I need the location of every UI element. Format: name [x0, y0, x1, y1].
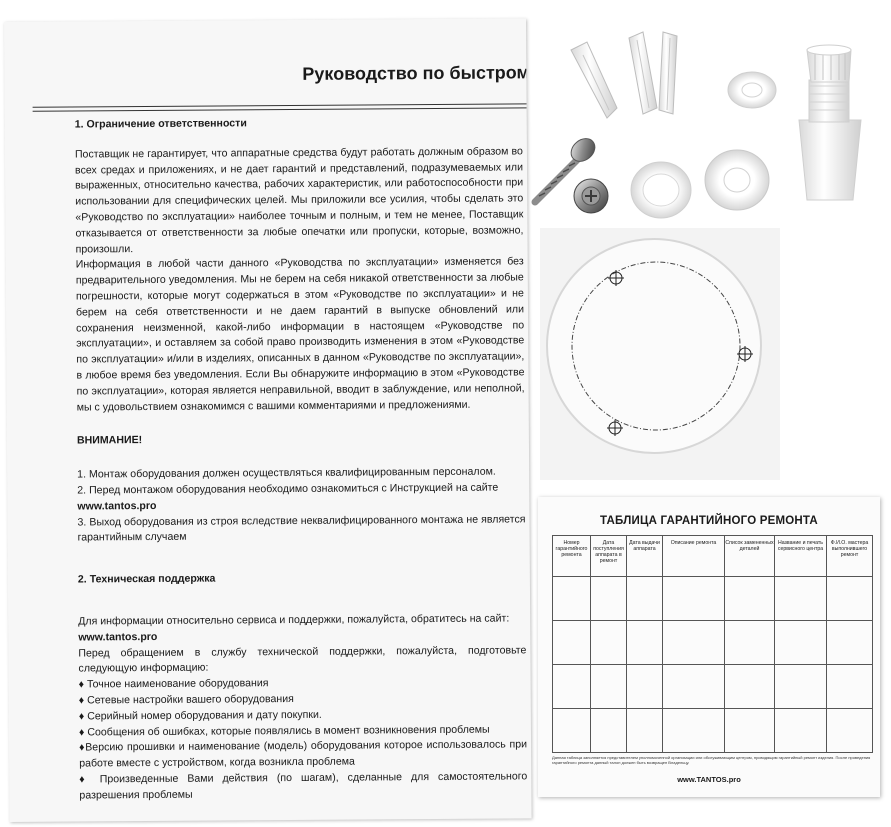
attention-item-2: 2. Перед монтажом оборудования необходимо ознакомиться с Инструкцией на сайте: [77, 481, 499, 497]
section-2-paragraph-2: Перед обращением в службу технической поддержки, пожалуйста, подготовьте следующую информацию:: [78, 643, 527, 675]
column-header: Дата выдачи аппарата: [627, 536, 663, 577]
column-header: Список замененных деталей: [725, 536, 775, 577]
bullet-item: ♦ Сетевые настройки вашего оборудования: [78, 692, 294, 707]
manual-title: Руководство по быстром: [302, 62, 530, 84]
table-header-row: [553, 536, 873, 577]
table-row: [553, 709, 873, 753]
drilling-template: [540, 228, 780, 480]
manual-sheet: [4, 18, 532, 822]
sealing-ring: [705, 150, 769, 210]
bullet-item: ♦ Сообщения об ошибках, которые появлялись в момент возникновения проблемы: [78, 723, 490, 738]
title-divider: [33, 103, 527, 111]
bullet-item: ♦ Серийный номер оборудования и дату покупки.: [78, 708, 322, 723]
attention-item-3: 3. Выход оборудования из строя вследствие неквалифицированного монтажа не является гарантийным случаем: [77, 512, 526, 544]
warranty-card: [538, 497, 880, 797]
wall-anchor: [629, 32, 657, 114]
rubber-ring: [728, 72, 776, 108]
column-header: Дата поступления аппарата в ремонт: [591, 536, 627, 577]
table-row: [553, 621, 873, 665]
attention-item-1: 1. Монтаж оборудования должен осуществляться квалифицированным персоналом.: [77, 465, 496, 481]
attention-heading: ВНИМАНИЕ!: [76, 434, 143, 447]
table-row: [553, 665, 873, 709]
template-outline: [547, 239, 761, 453]
section-2-site: www.tantos.pro: [78, 630, 158, 644]
column-header: Название и печать сервисного центра: [775, 536, 827, 577]
section-1-paragraph-1: Поставщик не гарантирует, что аппаратные средства будут работать должным образом во всех средах и приложениях, и не дает гарантий и представлений, подразумеваемых или выраженных, относительно качества, рабочих характеристик, или работоспособности при использовании для специфических целей. Мы приложили все усилия, чтобы сделать это «Руководство по эксплуатации» наиболее точным и полным, и тем не менее, Поставщик отказывается от ответственности за любые опечатки или пропуски, которые, возможно, произошли.: [74, 145, 524, 256]
wall-anchor: [659, 32, 677, 114]
wall-anchor: [571, 42, 617, 118]
bullet-item: ♦ Произведенные Вами действия (по шагам), сделанные для самостоятельного разрешения проблемы: [79, 770, 528, 802]
column-header: Ф.И.О. мастера выполнившего ремонт: [827, 536, 873, 577]
attention-site: www.tantos.pro: [77, 499, 157, 513]
section-1-heading: 1. Ограничение ответственности: [74, 117, 247, 131]
warranty-table: [552, 535, 873, 753]
manual-body: [75, 114, 528, 804]
section-2-paragraph-1: Для информации относительно сервиса и поддержки, пожалуйста, обратитесь на сайт:: [78, 612, 510, 628]
column-header: Номер гарантийного ремонта: [553, 536, 591, 577]
table-row: [553, 577, 873, 621]
cable-gland: [799, 45, 861, 200]
warranty-card-title: ТАБЛИЦА ГАРАНТИЙНОГО РЕМОНТА: [600, 515, 818, 527]
section-2-heading: 2. Техническая поддержка: [77, 572, 216, 586]
bullet-item: ♦Версию прошивки и наименование (модель) оборудования которое использовалось при работе вместе с устройством, когда возникла проблема: [79, 738, 528, 770]
warranty-site: www.TANTOS.pro: [677, 775, 741, 784]
warranty-note: Данная таблица заполняется представителем уполномоченной организации или обслуживающим центром, проводящим гарантийный ремонт изделия. После проведения гарантийного ремонта данный талон должен быть возвращен Владельцу.: [552, 755, 871, 765]
bullet-item: ♦ Точное наименование оборудования: [78, 677, 269, 691]
column-header: Описание ремонта: [663, 536, 725, 577]
screw-head: [574, 179, 608, 213]
mounting-hardware: [525, 10, 891, 230]
flat-washer: [631, 162, 691, 218]
section-1-paragraph-2: Информация в любой части данного «Руководства по эксплуатации» изменяется без предварительного уведомления. Мы не берем на себя никакой ответственности за любые погрешности, которые могут содержаться в этом «Руководстве по эксплуатации» и не берем на себя ответственности и не даем гарантий в выпуске обновлений или сохранения неизменной, какой-либо информации в настоящем «Руководстве по эксплуатации», и оставляем за собой право производить изменения в этом «Руководстве по эксплуатации» и/или в изделиях, описанных в данном «Руководстве по эксплуатации», в любое время без уведомления. Если Вы обнаружите информацию в этом «Руководстве по эксплуатации», которая является неправильной, вводит в заблуждение, или неполной, мы с удовольствием ознакомимся с вашими комментариями и предложениями.: [75, 255, 525, 414]
